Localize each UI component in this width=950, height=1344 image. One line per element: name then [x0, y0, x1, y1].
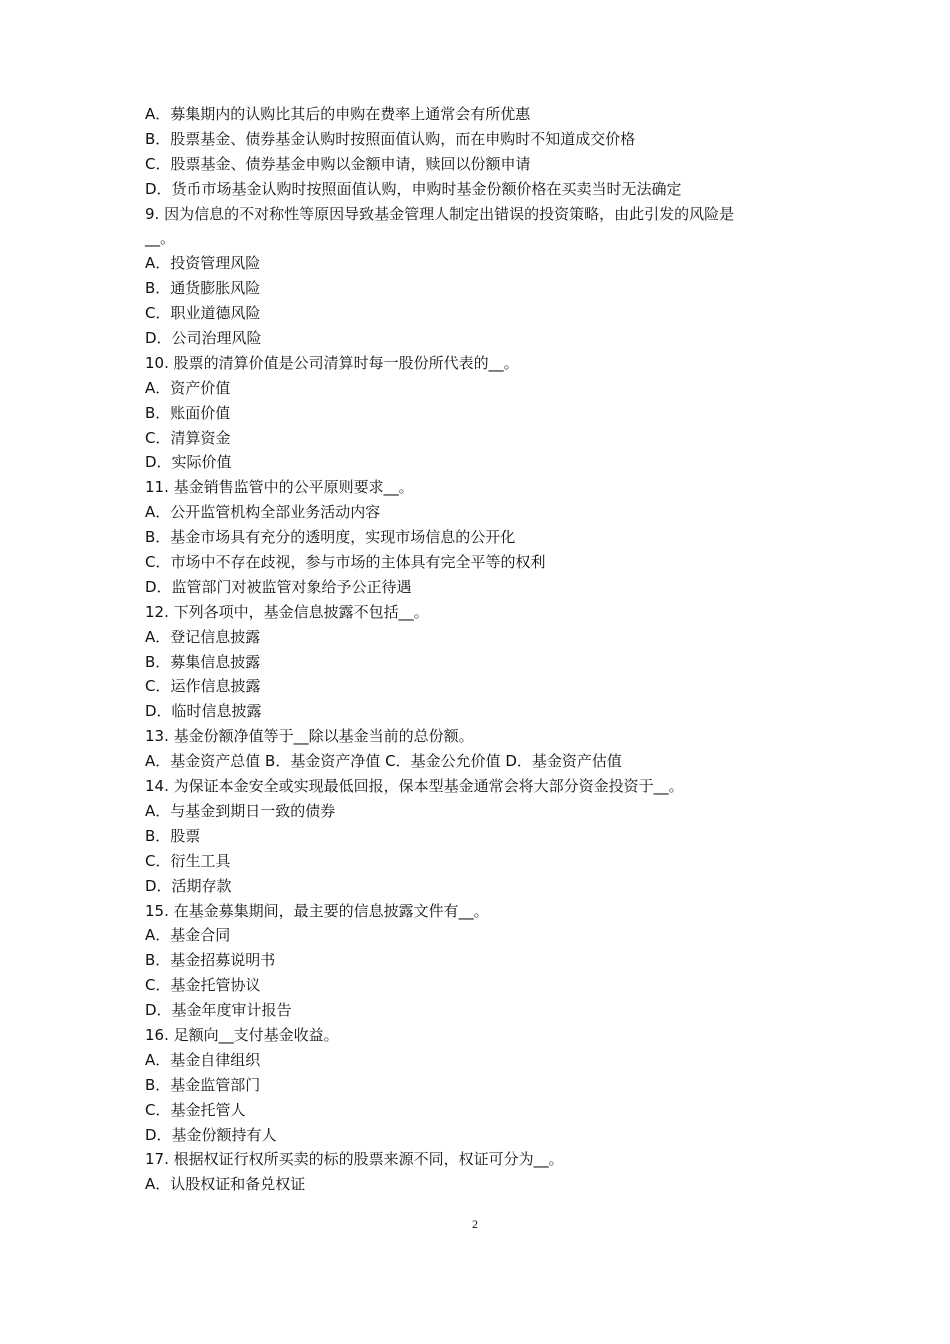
answer-option: D．基金年度审计报告	[145, 1001, 292, 1020]
answer-option: A．公开监管机构全部业务活动内容	[145, 503, 381, 522]
answer-option: C．股票基金、债券基金申购以金额申请，赎回以份额申请	[145, 154, 531, 173]
answer-option: B．募集信息披露	[145, 652, 261, 671]
document-body	[145, 102, 815, 1197]
answer-option: B．基金监管部门	[145, 1075, 261, 1094]
answer-option: C．衍生工具	[145, 851, 231, 870]
question-stem: 12. 下列各项中，基金信息披露不包括__。	[145, 602, 429, 621]
answer-option: B．基金招募说明书	[145, 951, 276, 970]
text-line: __。	[145, 229, 176, 248]
question-stem: 17. 根据权证行权所买卖的标的股票来源不同，权证可分为__。	[145, 1150, 564, 1169]
answer-option: C．职业道德风险	[145, 304, 261, 323]
answer-option: B．基金市场具有充分的透明度，实现市场信息的公开化	[145, 528, 516, 547]
answer-option: D．监管部门对被监管对象给予公正待遇	[145, 577, 412, 596]
answer-option: D．公司治理风险	[145, 329, 262, 348]
answer-option: A．资产价值	[145, 378, 231, 397]
answer-option: C．运作信息披露	[145, 677, 261, 696]
answer-option: A．投资管理风险	[145, 254, 261, 273]
answer-option: A．与基金到期日一致的债券	[145, 801, 336, 820]
question-stem: 15. 在基金募集期间，最主要的信息披露文件有__。	[145, 901, 489, 920]
question-stem: 11. 基金销售监管中的公平原则要求__。	[145, 478, 414, 497]
question-stem: 14. 为保证本金安全或实现最低回报，保本型基金通常会将大部分资金投资于__。	[145, 777, 684, 796]
question-stem: 10. 股票的清算价值是公司清算时每一股份所代表的__。	[145, 353, 519, 372]
answer-option: D．活期存款	[145, 876, 232, 895]
question-stem: 9. 因为信息的不对称性等原因导致基金管理人制定出错误的投资策略，由此引发的风险是	[145, 204, 735, 223]
answer-option: A．募集期内的认购比其后的申购在费率上通常会有所优惠	[145, 105, 531, 123]
answer-option: A．基金资产总值 B．基金资产净值 C．基金公允价值 D．基金资产估值	[145, 752, 622, 771]
answer-option: B．账面价值	[145, 403, 231, 422]
answer-option: D．基金份额持有人	[145, 1125, 277, 1144]
answer-option: C．基金托管协议	[145, 976, 261, 995]
question-stem: 13. 基金份额净值等于__除以基金当前的总份额。	[145, 727, 474, 746]
question-stem: 16. 足额向__支付基金收益。	[145, 1025, 339, 1044]
answer-option: D．临时信息披露	[145, 702, 262, 721]
answer-option: A．基金自律组织	[145, 1050, 261, 1069]
answer-option: D．实际价值	[145, 453, 232, 472]
answer-option: A．基金合同	[145, 926, 231, 945]
answer-option: A．登记信息披露	[145, 627, 261, 646]
answer-option: A．认股权证和备兑权证	[145, 1175, 306, 1194]
answer-option: B．股票基金、债券基金认购时按照面值认购，而在申购时不知道成交价格	[145, 129, 636, 148]
page-number: 2	[472, 1217, 478, 1231]
answer-option: C．基金托管人	[145, 1100, 246, 1119]
answer-option: C．清算资金	[145, 428, 231, 447]
answer-option: C．市场中不存在歧视，参与市场的主体具有完全平等的权利	[145, 553, 546, 572]
answer-option: B．股票	[145, 826, 201, 845]
answer-option: B．通货膨胀风险	[145, 279, 261, 298]
answer-option: D．货币市场基金认购时按照面值认购，申购时基金份额价格在买卖当时无法确定	[145, 179, 682, 198]
